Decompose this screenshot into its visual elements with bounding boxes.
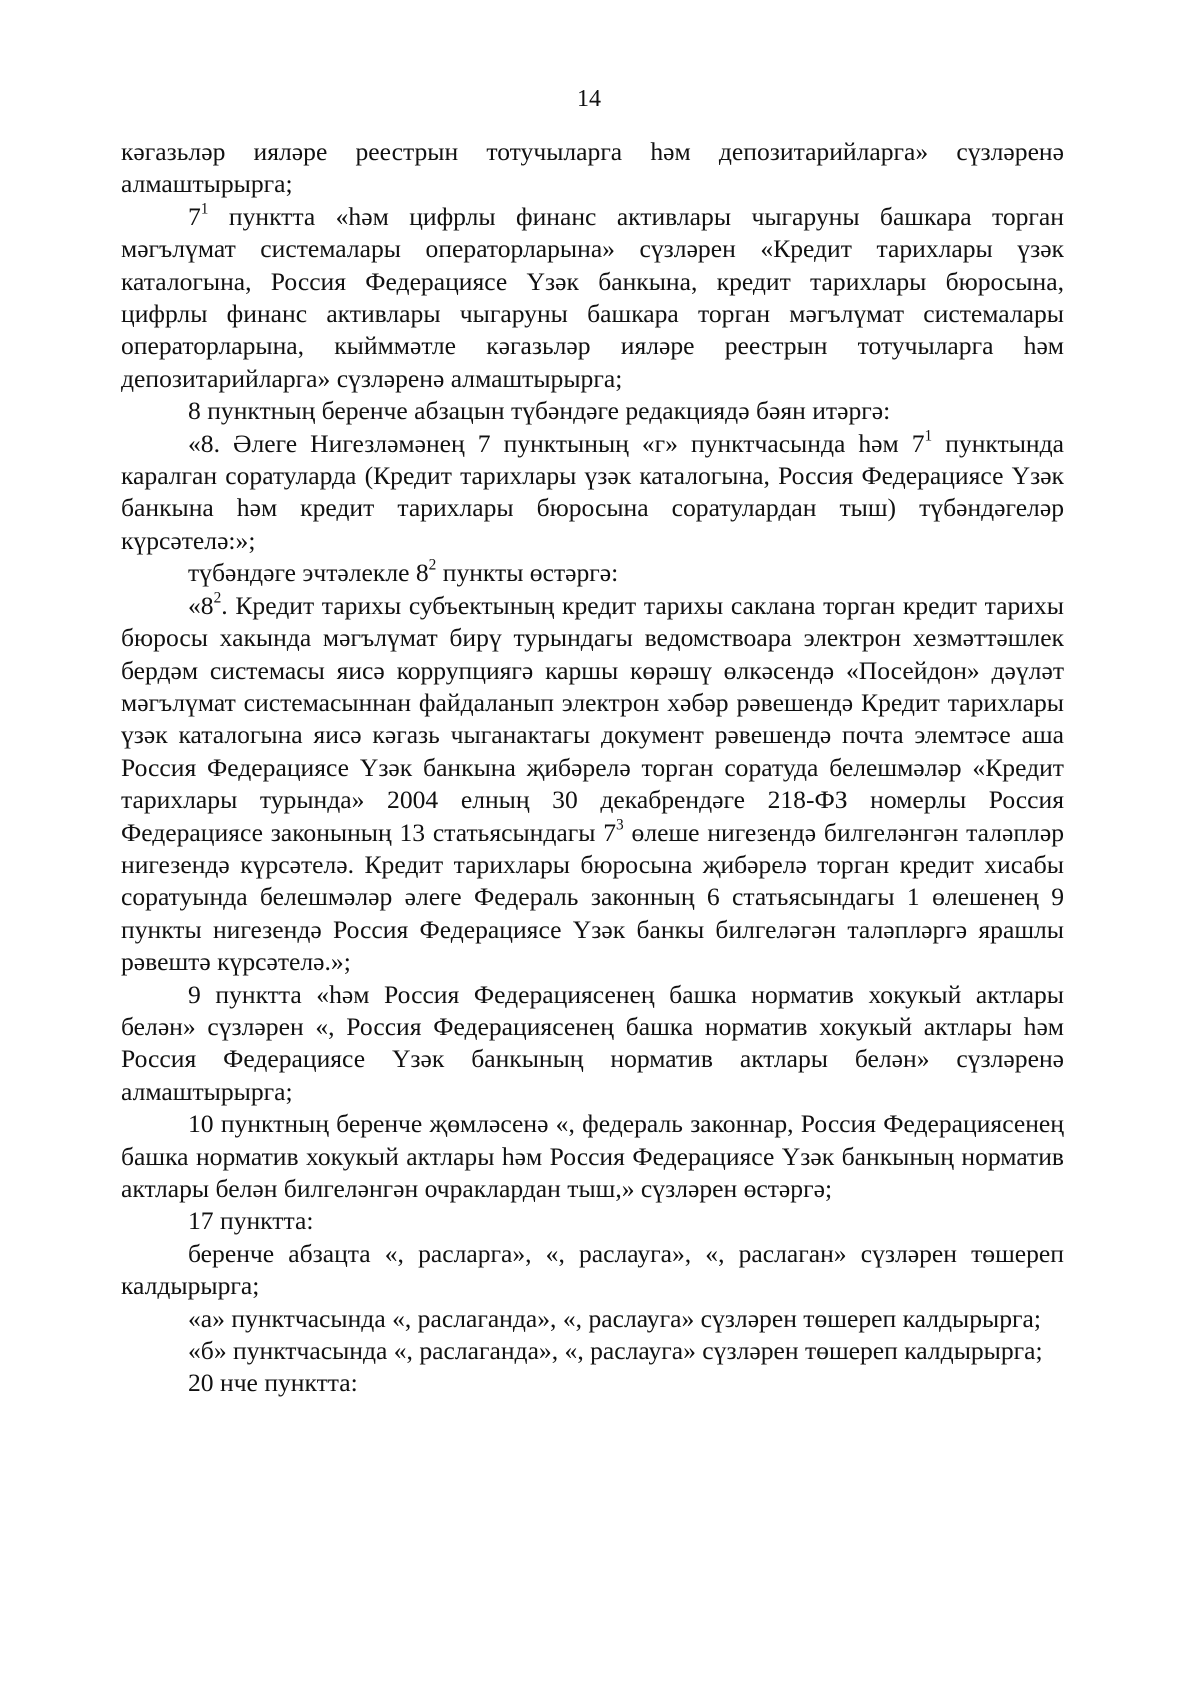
paragraph	[121, 395, 1064, 427]
paragraph	[121, 1303, 1064, 1335]
paragraph	[121, 1108, 1064, 1205]
paragraph	[121, 1367, 1064, 1399]
paragraph-text: пунктта «һәм цифрлы финанс активлары чыгаруны башкара торган мәгълүмат системалары операторларына» сүзләрен «Кредит тарихлары үзәк каталогына, Россия Федерациясе Үзәк банкына, кредит тарихлары бюросына, цифрлы финанс активлары чыгаруны башкара торган мәгълүмат системалары операторларына, кыйммәтле кәгазьләр ияләре реестрын тотучыларга һәм депозитарийларга» сүзләренә алмаштырырга;	[121, 201, 1064, 393]
paragraph-text: беренче абзацта «, расларга», «, раслауга», «, раслаган» сүзләрен төшереп калдырырга;	[121, 1238, 1064, 1301]
paragraph-text: 7	[188, 201, 201, 231]
paragraph-text: «8. Әлеге Нигезләмәнең 7 пунктының «г» пунктчасында һәм 7	[188, 428, 925, 458]
paragraph-text: «8	[188, 590, 214, 620]
paragraph-text: 8 пунктның беренче абзацын түбәндәге редакциядә бәян итәргә:	[188, 396, 891, 426]
paragraph	[121, 979, 1064, 1109]
paragraph	[121, 557, 1064, 589]
paragraph-text: «а» пунктчасында «, раслаганда», «, раслауга» сүзләрен төшереп калдырырга;	[188, 1303, 1041, 1333]
superscript: 1	[200, 200, 209, 218]
paragraph	[121, 590, 1064, 979]
paragraph-text: пунктында каралган соратуларда (Кредит тарихлары үзәк каталогына, Россия Федерациясе Үзәк банкына һәм кредит тарихлары бюросына соратулардан тыш) түбәндәгеләр күрсәтелә:»;	[121, 428, 1064, 555]
superscript: 1	[924, 427, 933, 445]
paragraph	[121, 201, 1064, 395]
superscript: 2	[213, 589, 222, 607]
paragraph	[121, 1335, 1064, 1367]
paragraph-text: 20 нче пунктта:	[188, 1368, 358, 1398]
paragraph-text: түбәндәге эчтәлекле 8	[188, 558, 429, 588]
paragraph-text: өлеше нигезендә билгеләнгән таләпләр нигезендә күрсәтелә. Кредит тарихлары бюросына җибәрелә торган кредит хисабы соратуында белешмәләр әлеге Федераль законның 6 статьясындагы 1 өлешенең 9 пункты нигезендә Россия Федерациясе Үзәк банкы билгеләгән таләпләргә ярашлы рәвештә күрсәтелә.»;	[121, 817, 1064, 977]
paragraph	[121, 1238, 1064, 1303]
superscript: 3	[616, 816, 624, 834]
paragraph-text: 10 пунктның беренче җөмләсенә «, федераль законнар, Россия Федерациясенең башка норматив хокукый актлары һәм Россия Федерациясе Үзәк банкының норматив актлары белән билгеләнгән очраклардан тыш,» сүзләрен өстәргә;	[121, 1109, 1064, 1203]
paragraph	[121, 1205, 1064, 1237]
page-number: 14	[577, 86, 601, 112]
paragraph-text: пункты өстәргә:	[436, 558, 619, 588]
paragraph	[121, 136, 1064, 201]
document-body	[121, 136, 1064, 1400]
paragraph-text: кәгазьләр ияләре реестрын тотучыларга һәм депозитарийларга» сүзләренә алмаштырырга;	[121, 137, 1064, 199]
paragraph-text: «б» пунктчасында «, раслаганда», «, раслауга» сүзләрен төшереп калдырырга;	[188, 1336, 1043, 1366]
superscript: 2	[428, 556, 437, 574]
paragraph-text: 9 пунктта «һәм Россия Федерациясенең башка норматив хокукый актлары белән» сүзләрен «, Россия Федерациясенең башка норматив хокукый актлары һәм Россия Федерациясе Үзәк банкының норматив актлары белән» сүзләренә алмаштырырга;	[121, 979, 1064, 1106]
paragraph-text: . Кредит тарихы субъектының кредит тарихы саклана торган кредит тарихы бюросы хакында мәгълүмат бирү турындагы ведомствоара электрон хезмәттәшлек бердәм системасы яисә коррупциягә каршы көрәшү өлкәсендә «Посейдон» дәүләт мәгълүмат системасыннан файдаланып электрон хәбәр рәвешендә Кредит тарихлары үзәк каталогына яисә кәгазь чыганактагы документ рәвешендә почта элемтәсе аша Россия Федерациясе Үзәк банкына җибәрелә торган соратуда белешмәләр «Кредит тарихлары турында» 2004 елның 30 декабрендәге 218-ФЗ номерлы Россия Федерациясе законының 13 статьясындагы 7	[121, 590, 1064, 847]
paragraph-text: 17 пунктта:	[188, 1206, 314, 1236]
paragraph	[121, 428, 1064, 558]
